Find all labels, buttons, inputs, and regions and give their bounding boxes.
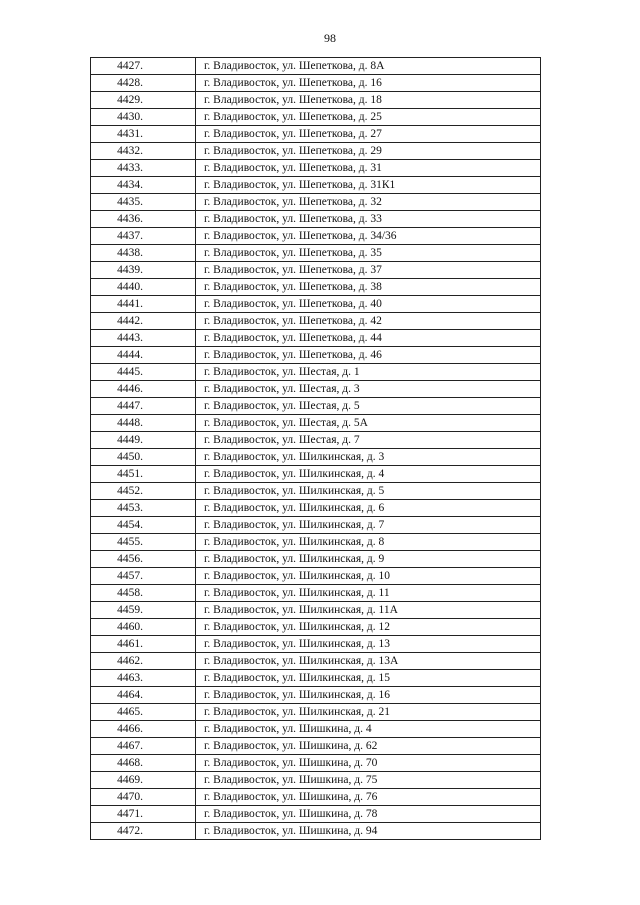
address-cell: г. Владивосток, ул. Шилкинская, д. 12 [196,619,541,636]
row-number-cell: 4471. [91,806,196,823]
table-row [91,109,541,126]
row-number-cell: 4433. [91,160,196,177]
table-row [91,551,541,568]
table-row [91,653,541,670]
table-row [91,721,541,738]
table-row [91,313,541,330]
row-number-cell: 4467. [91,738,196,755]
table-row [91,432,541,449]
row-number-cell: 4459. [91,602,196,619]
address-cell: г. Владивосток, ул. Шепеткова, д. 31К1 [196,177,541,194]
address-cell: г. Владивосток, ул. Шилкинская, д. 16 [196,687,541,704]
address-cell: г. Владивосток, ул. Шилкинская, д. 13А [196,653,541,670]
row-number-cell: 4469. [91,772,196,789]
table-row [91,755,541,772]
row-number-cell: 4447. [91,398,196,415]
address-cell: г. Владивосток, ул. Шестая, д. 5 [196,398,541,415]
table-row [91,75,541,92]
row-number-cell: 4445. [91,364,196,381]
row-number-cell: 4448. [91,415,196,432]
table-row [91,364,541,381]
address-cell: г. Владивосток, ул. Шепеткова, д. 40 [196,296,541,313]
row-number-cell: 4428. [91,75,196,92]
row-number-cell: 4449. [91,432,196,449]
address-cell: г. Владивосток, ул. Шилкинская, д. 8 [196,534,541,551]
row-number-cell: 4431. [91,126,196,143]
address-cell: г. Владивосток, ул. Шестая, д. 1 [196,364,541,381]
address-cell: г. Владивосток, ул. Шилкинская, д. 7 [196,517,541,534]
row-number-cell: 4435. [91,194,196,211]
table-row [91,143,541,160]
address-cell: г. Владивосток, ул. Шепеткова, д. 34/36 [196,228,541,245]
table-row [91,279,541,296]
row-number-cell: 4444. [91,347,196,364]
row-number-cell: 4470. [91,789,196,806]
table-row [91,347,541,364]
table-row [91,568,541,585]
table-row [91,194,541,211]
page-number: 98 [324,31,336,45]
address-cell: г. Владивосток, ул. Шишкина, д. 76 [196,789,541,806]
address-table-body [91,58,541,840]
address-cell: г. Владивосток, ул. Шепеткова, д. 16 [196,75,541,92]
table-row [91,687,541,704]
row-number-cell: 4472. [91,823,196,840]
address-cell: г. Владивосток, ул. Шилкинская, д. 13 [196,636,541,653]
address-cell: г. Владивосток, ул. Шестая, д. 5А [196,415,541,432]
row-number-cell: 4440. [91,279,196,296]
table-row [91,211,541,228]
row-number-cell: 4442. [91,313,196,330]
table-row [91,126,541,143]
table-row [91,177,541,194]
row-number-cell: 4468. [91,755,196,772]
row-number-cell: 4430. [91,109,196,126]
table-row [91,704,541,721]
table-row [91,58,541,75]
address-cell: г. Владивосток, ул. Шестая, д. 3 [196,381,541,398]
address-cell: г. Владивосток, ул. Шепеткова, д. 33 [196,211,541,228]
row-number-cell: 4446. [91,381,196,398]
table-row [91,823,541,840]
row-number-cell: 4443. [91,330,196,347]
table-row [91,789,541,806]
address-cell: г. Владивосток, ул. Шилкинская, д. 3 [196,449,541,466]
address-cell: г. Владивосток, ул. Шепеткова, д. 44 [196,330,541,347]
address-cell: г. Владивосток, ул. Шишкина, д. 78 [196,806,541,823]
address-cell: г. Владивосток, ул. Шишкина, д. 94 [196,823,541,840]
address-cell: г. Владивосток, ул. Шепеткова, д. 38 [196,279,541,296]
table-row [91,483,541,500]
table-row [91,160,541,177]
address-cell: г. Владивосток, ул. Шилкинская, д. 11А [196,602,541,619]
table-row [91,381,541,398]
table-row [91,296,541,313]
row-number-cell: 4460. [91,619,196,636]
row-number-cell: 4454. [91,517,196,534]
address-cell: г. Владивосток, ул. Шилкинская, д. 6 [196,500,541,517]
address-cell: г. Владивосток, ул. Шилкинская, д. 11 [196,585,541,602]
address-cell: г. Владивосток, ул. Шепеткова, д. 27 [196,126,541,143]
address-cell: г. Владивосток, ул. Шилкинская, д. 9 [196,551,541,568]
address-cell: г. Владивосток, ул. Шишкина, д. 70 [196,755,541,772]
table-row [91,602,541,619]
table-row [91,415,541,432]
address-cell: г. Владивосток, ул. Шепеткова, д. 25 [196,109,541,126]
row-number-cell: 4458. [91,585,196,602]
table-row [91,92,541,109]
row-number-cell: 4453. [91,500,196,517]
address-cell: г. Владивосток, ул. Шепеткова, д. 32 [196,194,541,211]
row-number-cell: 4429. [91,92,196,109]
row-number-cell: 4462. [91,653,196,670]
row-number-cell: 4436. [91,211,196,228]
address-cell: г. Владивосток, ул. Шишкина, д. 4 [196,721,541,738]
address-cell: г. Владивосток, ул. Шилкинская, д. 21 [196,704,541,721]
table-row [91,262,541,279]
address-cell: г. Владивосток, ул. Шилкинская, д. 5 [196,483,541,500]
row-number-cell: 4456. [91,551,196,568]
address-cell: г. Владивосток, ул. Шепеткова, д. 46 [196,347,541,364]
table-row [91,772,541,789]
table-row [91,228,541,245]
table-row [91,330,541,347]
address-cell: г. Владивосток, ул. Шишкина, д. 75 [196,772,541,789]
row-number-cell: 4432. [91,143,196,160]
address-cell: г. Владивосток, ул. Шишкина, д. 62 [196,738,541,755]
address-cell: г. Владивосток, ул. Шепеткова, д. 37 [196,262,541,279]
address-cell: г. Владивосток, ул. Шилкинская, д. 15 [196,670,541,687]
table-row [91,517,541,534]
address-table [90,57,541,840]
row-number-cell: 4450. [91,449,196,466]
row-number-cell: 4455. [91,534,196,551]
row-number-cell: 4464. [91,687,196,704]
row-number-cell: 4466. [91,721,196,738]
address-cell: г. Владивосток, ул. Шестая, д. 7 [196,432,541,449]
table-row [91,500,541,517]
row-number-cell: 4452. [91,483,196,500]
table-row [91,636,541,653]
row-number-cell: 4457. [91,568,196,585]
table-row [91,449,541,466]
table-row [91,619,541,636]
table-row [91,585,541,602]
row-number-cell: 4439. [91,262,196,279]
table-row [91,245,541,262]
address-cell: г. Владивосток, ул. Шепеткова, д. 18 [196,92,541,109]
table-row [91,534,541,551]
row-number-cell: 4438. [91,245,196,262]
row-number-cell: 4437. [91,228,196,245]
row-number-cell: 4434. [91,177,196,194]
address-cell: г. Владивосток, ул. Шепеткова, д. 8А [196,58,541,75]
table-row [91,670,541,687]
address-cell: г. Владивосток, ул. Шепеткова, д. 29 [196,143,541,160]
table-row [91,738,541,755]
table-row [91,806,541,823]
row-number-cell: 4451. [91,466,196,483]
address-cell: г. Владивосток, ул. Шепеткова, д. 31 [196,160,541,177]
table-row [91,398,541,415]
table-row [91,466,541,483]
address-cell: г. Владивосток, ул. Шепеткова, д. 42 [196,313,541,330]
address-cell: г. Владивосток, ул. Шилкинская, д. 10 [196,568,541,585]
row-number-cell: 4441. [91,296,196,313]
row-number-cell: 4463. [91,670,196,687]
row-number-cell: 4427. [91,58,196,75]
row-number-cell: 4461. [91,636,196,653]
address-cell: г. Владивосток, ул. Шилкинская, д. 4 [196,466,541,483]
address-cell: г. Владивосток, ул. Шепеткова, д. 35 [196,245,541,262]
row-number-cell: 4465. [91,704,196,721]
